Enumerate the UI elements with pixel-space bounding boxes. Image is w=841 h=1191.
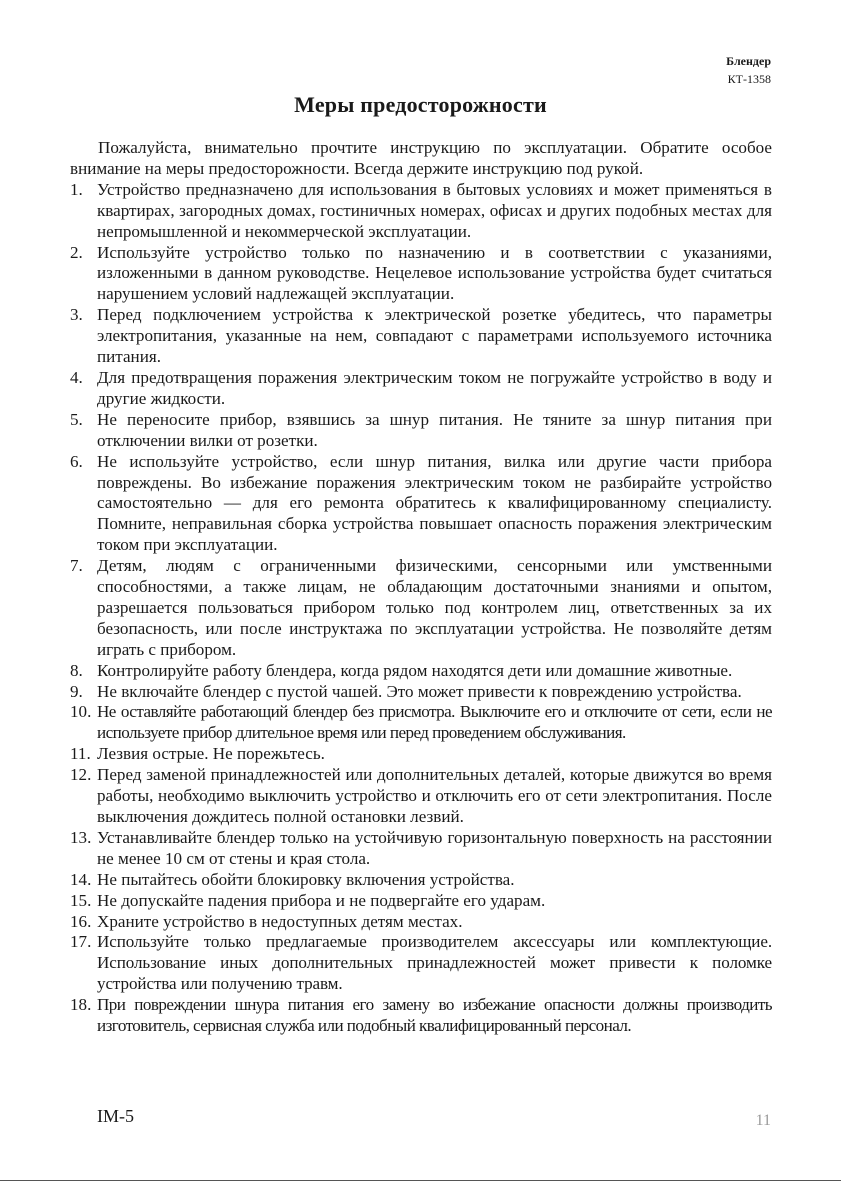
list-item	[70, 870, 772, 891]
item-number: 4.	[70, 367, 83, 387]
item-text: Не допускайте падения прибора и не подвергайте его ударам.	[97, 890, 546, 910]
item-text: Лезвия острые. Не порежьтесь.	[97, 744, 325, 764]
item-number: 7.	[70, 556, 83, 576]
item-text: Храните устройство в недоступных детям местах.	[97, 911, 463, 931]
list-item	[70, 368, 772, 410]
item-text: Перед подключением устройства к электрической розетке убедитесь, что параметры электропитания, указанные на нем, совпадают с параметрами используемого источника питания.	[97, 305, 772, 367]
item-text: Не включайте блендер с пустой чашей. Это может привести к повреждению устройства.	[97, 681, 742, 701]
list-item	[70, 180, 772, 243]
safety-content	[70, 138, 772, 1037]
list-item	[70, 744, 772, 765]
item-text: Не переносите прибор, взявшись за шнур питания. Не тяните за шнур питания при отключении вилки от розетки.	[97, 409, 772, 450]
list-item	[70, 682, 772, 703]
item-text: При повреждении шнура питания его замену во избежание опасности должны производить изготовитель, сервисная служба или подобный квалифицированный персонал.	[97, 995, 772, 1036]
item-text: Перед заменой принадлежностей или дополнительных деталей, которые движутся во время работы, необходимо выключить устройство и отключить его от сети электропитания. После выключения дождитесь полной остановки лезвий.	[97, 765, 772, 826]
product-name: Блендер	[726, 54, 771, 68]
item-number: 12.	[70, 765, 92, 785]
item-number: 10.	[70, 702, 92, 722]
item-text: Не пытайтесь обойти блокировку включения устройства.	[97, 869, 515, 889]
bottom-divider	[0, 1180, 841, 1181]
list-item	[70, 995, 772, 1037]
list-item	[70, 305, 772, 368]
item-number: 17.	[70, 932, 92, 952]
model-number: КТ-1358	[727, 72, 771, 86]
list-item	[70, 661, 772, 682]
item-number: 5.	[70, 409, 83, 429]
page-header	[726, 52, 771, 88]
page-number: 11	[755, 1112, 771, 1129]
item-text: Не оставляйте работающий блендер без присмотра. Выключите его и отключите от сети, если не используете прибор длительное время или перед проведением обслуживания.	[97, 702, 772, 743]
item-text: Используйте устройство только по назначению и в соответствии с указаниями, изложенными в данном руководстве. Нецелевое использование устройства будет считаться нарушением условий надлежащей эксплуатации.	[97, 242, 772, 304]
item-text: Контролируйте работу блендера, когда рядом находятся дети или домашние животные.	[97, 660, 733, 680]
list-item	[70, 452, 772, 557]
item-text: Устанавливайте блендер только на устойчивую горизонтальную поверхность на расстоянии не менее 10 см от стены и края стола.	[97, 827, 772, 868]
list-item	[70, 932, 772, 995]
list-item	[70, 243, 772, 306]
item-text: Детям, людям с ограниченными физическими, сенсорными или умственными способностями, а также лицам, не обладающим достаточными знаниями и опытом, разрешается пользоваться прибором только под контролем лиц, ответственных за их безопасность, или после инструктажа по эксплуатации устройства. Не позволяйте детям играть с прибором.	[97, 556, 772, 659]
item-text: Используйте только предлагаемые производителем аксессуары или комплектующие. Использование иных дополнительных принадлежностей может привести к поломке устройства или получению травм.	[97, 932, 772, 994]
item-number: 8.	[70, 660, 83, 680]
item-number: 9.	[70, 681, 83, 701]
page-title: Меры предосторожности	[294, 92, 547, 117]
item-number: 2.	[70, 242, 83, 262]
item-text: Устройство предназначено для использования в бытовых условиях и может применяться в квартирах, загородных домах, гостиничных номерах, офисах и других подобных местах для непромышленной и некоммерческой эксплуатации.	[97, 179, 772, 241]
list-item	[70, 828, 772, 870]
item-number: 13.	[70, 827, 92, 847]
safety-list	[70, 180, 772, 1037]
document-code: IM-5	[97, 1106, 134, 1126]
list-item	[70, 891, 772, 912]
item-number: 14.	[70, 869, 92, 889]
item-number: 6.	[70, 451, 83, 471]
item-number: 11.	[70, 744, 91, 764]
item-text: Не используйте устройство, если шнур питания, вилка или другие части прибора повреждены. Во избежание поражения электрическим током не разбирайте устройство самостоятельно — для его ремонта обратитесь к квалифицированному специалисту. Помните, неправильная сборка устройства повышает опасность поражения электрическим током при эксплуатации.	[97, 451, 772, 555]
item-number: 15.	[70, 890, 92, 910]
item-number: 3.	[70, 305, 83, 325]
list-item	[70, 410, 772, 452]
item-number: 18.	[70, 995, 92, 1015]
list-item	[70, 702, 772, 744]
list-item	[70, 765, 772, 828]
item-text: Для предотвращения поражения электрическим током не погружайте устройство в воду и другие жидкости.	[97, 367, 772, 408]
list-item	[70, 556, 772, 661]
item-number: 16.	[70, 911, 92, 931]
list-item	[70, 912, 772, 933]
item-number: 1.	[70, 179, 83, 199]
intro-paragraph: Пожалуйста, внимательно прочтите инструкцию по эксплуатации. Обратите особое внимание на меры предосторожности. Всегда держите инструкцию под рукой.	[70, 138, 772, 178]
